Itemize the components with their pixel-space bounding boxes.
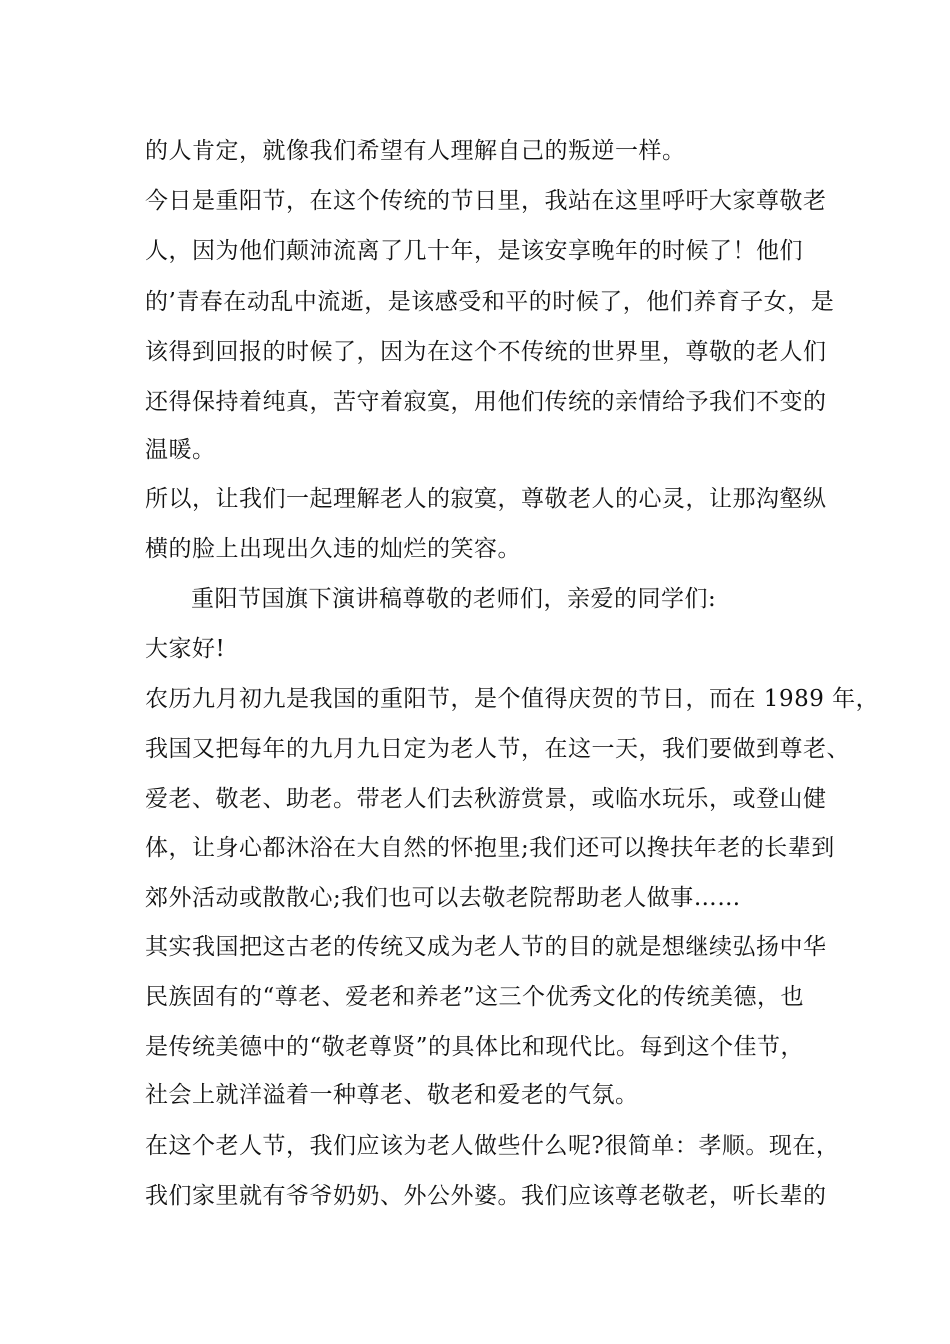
text-line: 是传统美德中的“敬老尊贤”的具体比和现代比。每到这个佳节， (145, 1034, 805, 1060)
text-line: 的’青春在动乱中流逝，是该感受和平的时候了，他们养育子女，是 (145, 289, 835, 315)
text-line: 民族固有的“尊老、爱老和养老”这三个优秀文化的传统美德，也 (145, 984, 805, 1010)
text-line: 在这个老人节，我们应该为老人做些什么呢?很简单：孝顺。现在， (145, 1133, 840, 1159)
text-line: 今日是重阳节，在这个传统的节日里，我站在这里呼吁大家尊敬老 (145, 188, 827, 214)
text-line: 温暖。 (145, 437, 216, 463)
text-line: 所以，让我们一起理解老人的寂寞，尊敬老人的心灵，让那沟壑纵 (145, 486, 827, 512)
text-line: 还得保持着纯真，苦守着寂寞，用他们传统的亲情给予我们不变的 (145, 389, 827, 415)
heading-line: 重阳节国旗下演讲稿尊敬的老师们，亲爱的同学们: (191, 586, 717, 612)
text-line: 横的脸上出现出久违的灿烂的笑容。 (145, 536, 521, 562)
text-line: 社会上就洋溢着一种尊老、敬老和爱老的气氛。 (145, 1082, 639, 1108)
text-line: 爱老、敬老、助老。带老人们去秋游赏景，或临水玩乐，或登山健 (145, 786, 827, 812)
text-line: 体，让身心都沐浴在大自然的怀抱里;我们还可以搀扶年老的长辈到 (145, 835, 835, 861)
text-line: 的人肯定，就像我们希望有人理解自己的叛逆一样。 (145, 138, 686, 164)
text-line: 农历九月初九是我国的重阳节，是个值得庆贺的节日，而在 1989 年， (145, 686, 880, 712)
text-line: 其实我国把这古老的传统又成为老人节的目的就是想继续弘扬中华 (145, 934, 827, 960)
text-line: 郊外活动或散散心;我们也可以去敬老院帮助老人做事…… (145, 885, 741, 911)
text-line: 我国又把每年的九月九日定为老人节，在这一天，我们要做到尊老、 (145, 736, 850, 762)
text-line: 我们家里就有爷爷奶奶、外公外婆。我们应该尊老敬老，听长辈的 (145, 1183, 827, 1209)
text-line: 该得到回报的时候了，因为在这个不传统的世界里，尊敬的老人们 (145, 339, 827, 365)
greeting-line: 大家好! (145, 636, 226, 662)
text-line: 人，因为他们颠沛流离了几十年，是该安享晚年的时候了！他们 (145, 238, 803, 264)
